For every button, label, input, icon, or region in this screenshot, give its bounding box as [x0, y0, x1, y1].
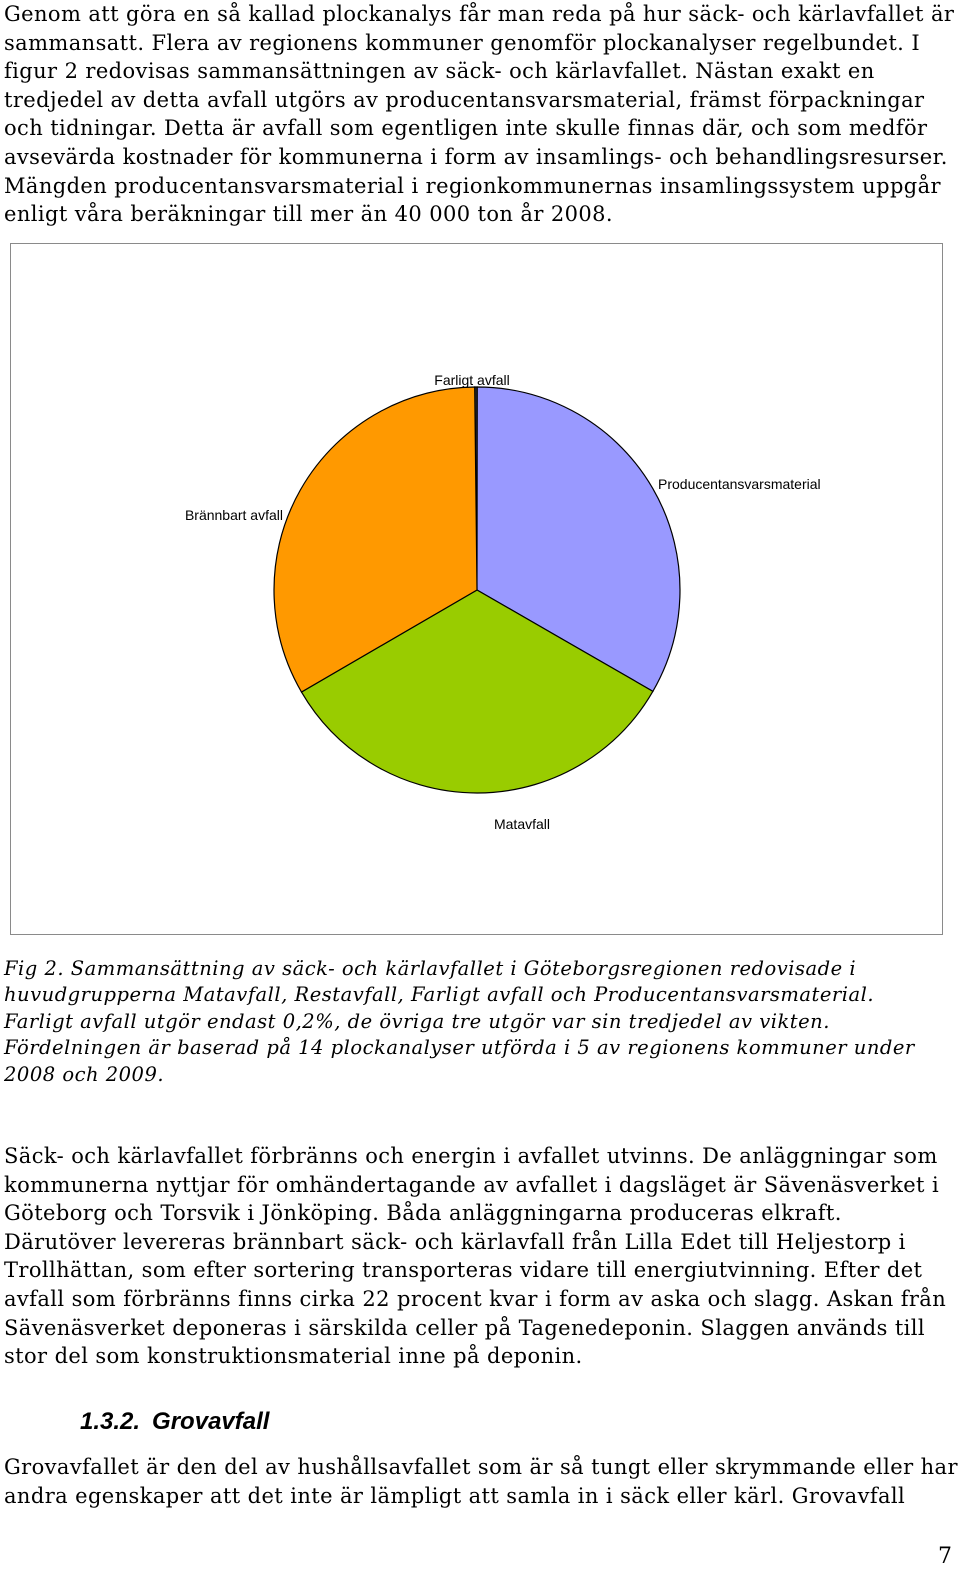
section-title: Grovavfall	[152, 1408, 270, 1435]
section-heading	[80, 1408, 269, 1436]
caption-line: huvudgrupperna Matavfall, Restavfall, Farligt avfall och Producentansvarsmaterial.	[4, 983, 875, 1007]
text-line: tredjedel av detta avfall utgörs av producentansvarsmaterial, främst förpackningar	[4, 87, 925, 112]
page-number: 7	[938, 1544, 952, 1569]
text-line: kommunerna nyttjar för omhändertagande av avfallet i dagsläget är Sävenäsverket i	[4, 1172, 940, 1197]
second-paragraph	[4, 1142, 954, 1371]
text-line: Göteborg och Torsvik i Jönköping. Båda anläggningarna produceras elkraft.	[4, 1201, 842, 1226]
pie-label: Brännbart avfall	[184, 507, 283, 523]
pie-label: Farligt avfall	[434, 372, 510, 388]
text-line: Genom att göra en så kallad plockanalys får man reda på hur säck- och kärlavfallet är	[4, 2, 955, 26]
pie-chart-frame	[10, 243, 943, 935]
caption-line: Fig 2. Sammansättning av säck- och kärlavfallet i Göteborgsregionen redovisade i	[4, 957, 857, 980]
text-line: Därutöver levereras brännbart säck- och kärlavfall från Lilla Edet till Heljestorp i	[4, 1229, 906, 1254]
text-line: Säck- och kärlavfallet förbränns och energin i avfallet utvinns. De anläggningar som	[4, 1144, 938, 1168]
text-line: stor del som konstruktionsmaterial inne på deponin.	[4, 1344, 583, 1369]
text-line: enligt våra beräkningar till mer än 40 000 ton år 2008.	[4, 202, 613, 227]
text-line: Trollhättan, som efter sortering transporteras vidare till energiutvinning. Efter det	[4, 1258, 923, 1283]
caption-line: Farligt avfall utgör endast 0,2%, de övriga tre utgör var sin tredjedel av vikten.	[4, 1009, 830, 1033]
text-line: sammansatt. Flera av regionens kommuner genomför plockanalyser regelbundet. I	[4, 30, 921, 55]
pie-chart	[11, 244, 942, 934]
figure-caption	[4, 956, 954, 1088]
pie-label: Matavfall	[493, 816, 551, 832]
caption-line: Fördelningen är baserad på 14 plockanalyser utförda i 5 av regionens kommuner under	[4, 1036, 915, 1060]
text-line: andra egenskaper att det inte är lämpligt att samla in i säck eller kärl. Grovavfall	[4, 1483, 906, 1508]
intro-paragraph	[4, 0, 954, 229]
text-line: avsevärda kostnader för kommunerna i form av insamlings- och behandlingsresurser.	[4, 144, 948, 169]
section-number: 1.3.2.	[80, 1408, 141, 1435]
caption-line: 2008 och 2009.	[4, 1062, 165, 1086]
text-line: avfall som förbränns finns cirka 22 procent kvar i form av aska och slagg. Askan från	[4, 1286, 947, 1311]
pie-label: Producentansvarsmaterial	[658, 476, 821, 492]
third-paragraph	[4, 1453, 958, 1510]
text-line: Mängden producentansvarsmaterial i regionkommunernas insamlingssystem uppgår	[4, 173, 941, 198]
text-line: och tidningar. Detta är avfall som egentligen inte skulle finnas där, och som medför	[4, 116, 928, 141]
text-line: figur 2 redovisas sammansättningen av säck- och kärlavfallet. Nästan exakt en	[4, 59, 875, 84]
text-line: Grovavfallet är den del av hushållsavfallet som är så tungt eller skrymmande eller har	[4, 1455, 958, 1479]
text-line: Sävenäsverket deponeras i särskilda celler på Tagenedeponin. Slaggen används till	[4, 1315, 926, 1340]
